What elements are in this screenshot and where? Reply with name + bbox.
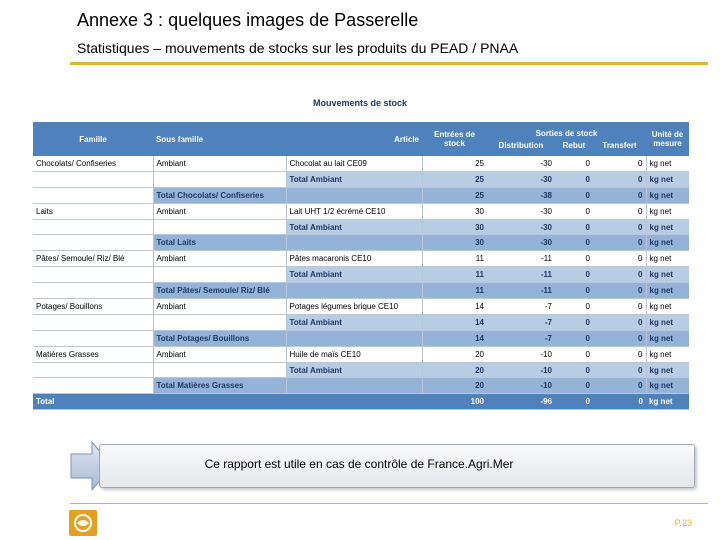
- cell-famille: Chocolats/ Confiseries: [33, 156, 153, 171]
- cell-entrees: 20: [422, 378, 487, 394]
- cell-unite: kg net: [646, 346, 689, 362]
- page-title: Annexe 3 : quelques images de Passerelle: [77, 10, 419, 30]
- cell-famille: Matières Grasses: [33, 346, 153, 362]
- table-row: [33, 156, 689, 171]
- cell-unite: kg net: [646, 299, 689, 315]
- cell-entrees: 25: [422, 156, 487, 171]
- cell-article: [286, 235, 422, 251]
- page-subtitle: Statistiques – mouvements de stocks sur les produits du PEAD / PNAA: [77, 40, 519, 56]
- cell-article: Total Ambiant: [286, 362, 422, 378]
- cell-sous-famille: Ambiant: [153, 299, 286, 315]
- cell-distribution: -30: [487, 219, 555, 235]
- cell-rebut: 0: [555, 283, 593, 299]
- subfamily-total-row: [33, 171, 689, 187]
- cell-transfert: 0: [593, 203, 646, 219]
- cell-entrees: 30: [422, 219, 487, 235]
- cell-article: Potages légumes brique CE10: [286, 299, 422, 315]
- callout-text: Ce rapport est utile en cas de contrôle de France.Agri.Mer: [204, 457, 514, 471]
- cell-sous-famille: Total Pâtes/ Semoule/ Riz/ Blé: [153, 283, 286, 299]
- cell-distribution: -11: [487, 283, 555, 299]
- cell-sous-famille: Total Matières Grasses: [153, 378, 286, 394]
- cell-transfert: 0: [593, 156, 646, 171]
- col-sorties: Sorties de stock: [535, 128, 598, 138]
- cell-famille: Potages/ Bouillons: [33, 299, 153, 315]
- cell-transfert: 0: [593, 187, 646, 203]
- cell-rebut: 0: [555, 235, 593, 251]
- cell-unite: kg net: [646, 171, 689, 187]
- table-row: [33, 251, 689, 267]
- cell-distribution: -10: [487, 362, 555, 378]
- cell-distribution: -7: [487, 314, 555, 330]
- cell-unite: kg net: [646, 283, 689, 299]
- cell-rebut: 0: [555, 362, 593, 378]
- footer-rule: [70, 503, 708, 504]
- cell-entrees: 25: [422, 187, 487, 203]
- cell-famille: [33, 330, 153, 346]
- cell-rebut: 0: [555, 267, 593, 283]
- cell-unite: kg net: [646, 267, 689, 283]
- cell-famille: [33, 219, 153, 235]
- cell-rebut: 0: [555, 219, 593, 235]
- cell-entrees: 14: [422, 314, 487, 330]
- cell-sous-famille: [153, 314, 286, 330]
- subfamily-total-row: [33, 267, 689, 283]
- grand-total-row: [33, 394, 689, 410]
- cell-entrees: 20: [422, 362, 487, 378]
- stock-movements-table: [33, 122, 689, 410]
- cell-entrees: 14: [422, 330, 487, 346]
- cell-transfert: 0: [593, 330, 646, 346]
- family-total-row: [33, 235, 689, 251]
- cell-unite: kg net: [646, 362, 689, 378]
- subfamily-total-row: [33, 362, 689, 378]
- cell-rebut: 0: [555, 346, 593, 362]
- cell-rebut: 0: [555, 378, 593, 394]
- cell-distribution: -11: [487, 251, 555, 267]
- grand-total-unite: kg net: [646, 394, 689, 410]
- cell-unite: kg net: [646, 156, 689, 171]
- report-title: Mouvements de stock: [312, 98, 408, 108]
- cell-transfert: 0: [593, 378, 646, 394]
- cell-article: [286, 187, 422, 203]
- cell-article: Total Ambiant: [286, 314, 422, 330]
- cell-rebut: 0: [555, 156, 593, 171]
- cell-transfert: 0: [593, 283, 646, 299]
- cell-unite: kg net: [646, 251, 689, 267]
- cell-entrees: 11: [422, 267, 487, 283]
- cell-famille: [33, 267, 153, 283]
- cell-rebut: 0: [555, 299, 593, 315]
- subfamily-total-row: [33, 219, 689, 235]
- cell-rebut: 0: [555, 251, 593, 267]
- family-total-row: [33, 283, 689, 299]
- cell-sous-famille: [153, 219, 286, 235]
- cell-article: Chocolat au lait CE09: [286, 156, 422, 171]
- cell-transfert: 0: [593, 171, 646, 187]
- col-transfert: Transfert: [602, 140, 637, 150]
- cell-famille: Laits: [33, 203, 153, 219]
- col-article: Article: [286, 122, 422, 156]
- cell-sous-famille: [153, 362, 286, 378]
- cell-entrees: 30: [422, 203, 487, 219]
- title-underline: [70, 62, 708, 65]
- cell-sous-famille: Total Laits: [153, 235, 286, 251]
- cell-article: [286, 283, 422, 299]
- cell-distribution: -7: [487, 330, 555, 346]
- cell-transfert: 0: [593, 314, 646, 330]
- cell-famille: [33, 171, 153, 187]
- family-total-row: [33, 330, 689, 346]
- cell-article: Total Ambiant: [286, 267, 422, 283]
- cell-unite: kg net: [646, 235, 689, 251]
- logo-icon: [69, 510, 97, 536]
- col-unite: Unité de mesure: [646, 122, 689, 156]
- grand-total-rebut: 0: [555, 394, 593, 410]
- cell-entrees: 11: [422, 283, 487, 299]
- cell-rebut: 0: [555, 187, 593, 203]
- cell-distribution: -10: [487, 346, 555, 362]
- family-total-row: [33, 187, 689, 203]
- cell-entrees: 20: [422, 346, 487, 362]
- cell-rebut: 0: [555, 171, 593, 187]
- cell-sous-famille: Ambiant: [153, 156, 286, 171]
- cell-famille: [33, 314, 153, 330]
- cell-distribution: -10: [487, 378, 555, 394]
- table-row: [33, 203, 689, 219]
- grand-total-entrees: 100: [422, 394, 487, 410]
- col-famille: Famille: [33, 122, 153, 156]
- cell-transfert: 0: [593, 362, 646, 378]
- cell-article: Huile de maïs CE10: [286, 346, 422, 362]
- cell-sous-famille: Total Chocolats/ Confiseries: [153, 187, 286, 203]
- cell-article: [286, 330, 422, 346]
- grand-total-distribution: -96: [487, 394, 555, 410]
- col-sous-famille: Sous famille: [153, 122, 286, 156]
- cell-unite: kg net: [646, 330, 689, 346]
- cell-sous-famille: Ambiant: [153, 203, 286, 219]
- cell-entrees: 14: [422, 299, 487, 315]
- cell-unite: kg net: [646, 314, 689, 330]
- cell-transfert: 0: [593, 235, 646, 251]
- cell-entrees: 30: [422, 235, 487, 251]
- col-entrees: Entrées de stock: [422, 122, 487, 156]
- cell-distribution: -7: [487, 299, 555, 315]
- cell-unite: kg net: [646, 203, 689, 219]
- table-header-row: [33, 122, 689, 156]
- cell-transfert: 0: [593, 299, 646, 315]
- cell-article: Pâtes macaronis CE10: [286, 251, 422, 267]
- cell-transfert: 0: [593, 251, 646, 267]
- cell-distribution: -30: [487, 156, 555, 171]
- cell-sous-famille: [153, 171, 286, 187]
- cell-sous-famille: Ambiant: [153, 346, 286, 362]
- cell-famille: [33, 378, 153, 394]
- cell-rebut: 0: [555, 314, 593, 330]
- cell-sous-famille: Ambiant: [153, 251, 286, 267]
- cell-unite: kg net: [646, 378, 689, 394]
- cell-transfert: 0: [593, 346, 646, 362]
- grand-total-label: Total: [33, 394, 422, 410]
- cell-rebut: 0: [555, 203, 593, 219]
- cell-distribution: -38: [487, 187, 555, 203]
- cell-entrees: 25: [422, 171, 487, 187]
- cell-distribution: -30: [487, 171, 555, 187]
- col-distribution: Distribution: [498, 140, 544, 150]
- cell-distribution: -30: [487, 203, 555, 219]
- cell-entrees: 11: [422, 251, 487, 267]
- cell-famille: [33, 283, 153, 299]
- subfamily-total-row: [33, 314, 689, 330]
- cell-transfert: 0: [593, 219, 646, 235]
- cell-article: Total Ambiant: [286, 219, 422, 235]
- cell-article: Total Ambiant: [286, 171, 422, 187]
- cell-distribution: -11: [487, 267, 555, 283]
- family-total-row: [33, 378, 689, 394]
- cell-article: Lait UHT 1/2 écrémé CE10: [286, 203, 422, 219]
- cell-sous-famille: [153, 267, 286, 283]
- cell-unite: kg net: [646, 187, 689, 203]
- table-row: [33, 346, 689, 362]
- cell-famille: [33, 187, 153, 203]
- page-number: P.23: [674, 518, 692, 528]
- cell-distribution: -30: [487, 235, 555, 251]
- cell-article: [286, 378, 422, 394]
- table-row: [33, 299, 689, 315]
- cell-famille: Pâtes/ Semoule/ Riz/ Blé: [33, 251, 153, 267]
- cell-rebut: 0: [555, 330, 593, 346]
- cell-sous-famille: Total Potages/ Bouillons: [153, 330, 286, 346]
- grand-total-transfert: 0: [593, 394, 646, 410]
- col-rebut: Rebut: [562, 140, 586, 150]
- cell-transfert: 0: [593, 267, 646, 283]
- cell-famille: [33, 362, 153, 378]
- cell-unite: kg net: [646, 219, 689, 235]
- cell-famille: [33, 235, 153, 251]
- col-sorties-group: [487, 122, 646, 156]
